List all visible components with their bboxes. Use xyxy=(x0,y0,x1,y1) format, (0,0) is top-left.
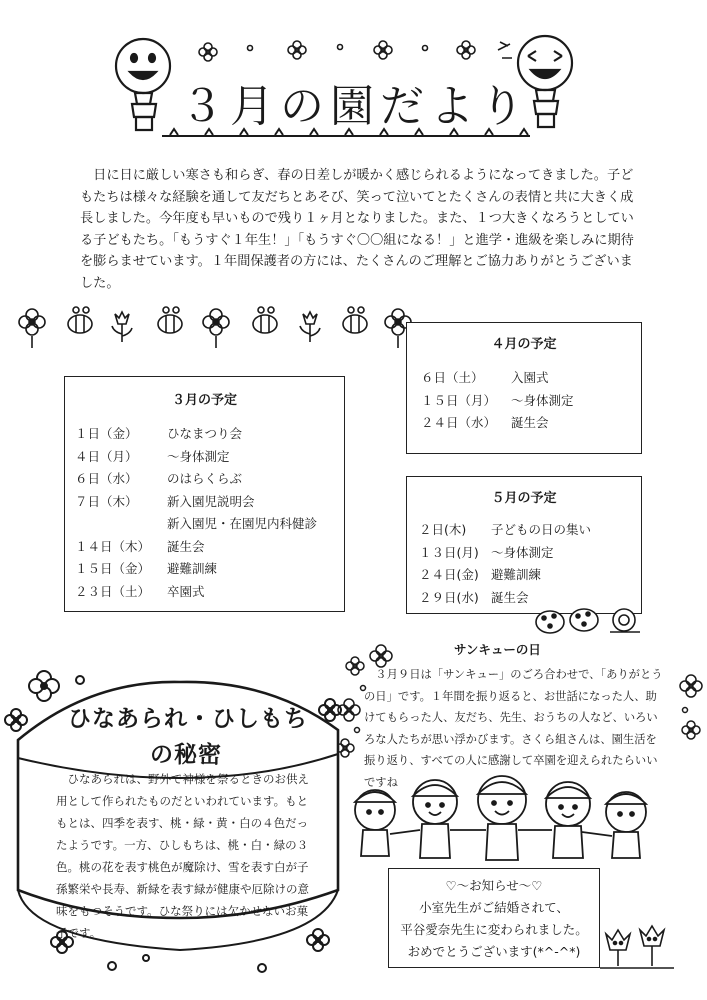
tulip-character-icon xyxy=(640,926,664,966)
list-item: 新入園児・在園児内科健診 xyxy=(167,516,318,531)
may-schedule-title: ５月の予定 xyxy=(491,491,557,506)
may-schedule-list xyxy=(419,519,591,609)
secret-body: ひなあられは、野外で神様を祭るときのお供え用として作られたものだといわれています。もともとは、四季を表す、桃・緑・黄・白の４色だったようです。一方、ひしもちは、桃・白・緑の３色。桃の花を表す桃色が魔除け、雪を表す白が子孫繁栄や長寿、新緑を表す緑が健康や厄除けの意味をもつそうです。ひな祭りには欠かせないお菓子です。 xyxy=(56,772,309,940)
flower-bee-divider xyxy=(0,300,420,350)
flower-icon xyxy=(682,721,700,739)
list-item: １５日（月） ～身体測定 xyxy=(421,392,574,408)
thanks-title: サンキューの日 xyxy=(454,642,541,657)
child-icon xyxy=(413,780,457,858)
list-item: ２日(木) 子どもの日の集い xyxy=(419,522,592,537)
list-item: １日（金） ひなまつり会 xyxy=(75,426,243,441)
flower-row-icon xyxy=(199,41,475,61)
bee-icon xyxy=(158,307,182,333)
march-schedule-list xyxy=(75,423,317,603)
list-item: １５日（金） 避難訓練 xyxy=(75,561,218,576)
notice-title: ♡～お知らせ～♡ xyxy=(445,878,543,893)
notice-line-3: おめでとうございます(*^-^*) xyxy=(407,944,581,959)
child-icon xyxy=(546,782,590,858)
child-icon xyxy=(478,776,526,860)
list-item: １３日(月) ～身体測定 xyxy=(419,544,554,560)
intro-paragraph: 日に日に厳しい寒さも和らぎ、春の日差しが暖かく感じられるようになってきました。子どもたちは様々な経験を通して友だちとあそび、笑って泣いてとたくさんの表情と共に大きく成長しました。今年度も早いもので残り１ヶ月となりました。また、１つ大きくなろうとしている子どもたち。「もうすぐ１年生！」「もうすぐ〇〇組になる！」と進学・進級を楽しみに期待を膨らませています。１年間保護者の方には、たくさんのご理解とご協力ありがとうございました。 xyxy=(80,168,634,291)
flower-icon xyxy=(29,671,59,701)
flower-icon xyxy=(203,309,229,348)
list-item: ４日（月） ～身体測定 xyxy=(75,448,230,464)
intro-section xyxy=(80,165,640,294)
flower-icon xyxy=(680,675,702,697)
secret-title-line-2: の秘密 xyxy=(150,742,222,768)
march-schedule-title: ３月の予定 xyxy=(171,393,237,408)
left-sun-character-icon xyxy=(116,39,170,130)
may-schedule-box xyxy=(406,476,642,614)
list-item: ６日（水） のはらくらぶ xyxy=(75,471,243,486)
tulip-icon xyxy=(112,312,132,342)
ladybug-icon xyxy=(570,609,598,631)
list-item: ２３日（土） 卒園式 xyxy=(75,583,205,599)
tulip-character-icon xyxy=(606,930,630,966)
flower-icon xyxy=(5,709,27,731)
list-item: ６日（土） 入園式 xyxy=(421,370,549,385)
list-item: ２４日（水） 誕生会 xyxy=(421,415,549,430)
april-schedule-list xyxy=(421,367,574,435)
notice-line-2: 平谷愛奈先生に変わられました。 xyxy=(400,922,588,937)
secret-title-line-1: ひなあられ・ひしもち xyxy=(68,706,308,732)
flower-icon xyxy=(19,309,45,348)
list-item: ２４日(金) 避難訓練 xyxy=(419,567,542,582)
child-icon xyxy=(355,790,395,856)
list-item: ２９日(水) 誕生会 xyxy=(419,589,529,605)
page-title: ３月の園だより xyxy=(180,81,530,132)
list-item: １４日（木） 誕生会 xyxy=(75,538,205,554)
notice-line-1: 小室先生がご結婚されて、 xyxy=(419,900,569,915)
march-schedule-box xyxy=(64,376,345,612)
snail-icon xyxy=(610,609,640,632)
flower-icon xyxy=(319,699,341,721)
list-item: ７日（木） 新入園児説明会 xyxy=(75,493,255,509)
thanks-body: ３月９日は「サンキュー」のごろ合わせで、「ありがとうの日」です。１年間を振り返ると、お世話になった人、助けてもらった人、友だち、先生、おうちの人など、いろいろな人たちが思い浮かびます。さくら組さんは、園生活を振り返り、すべての人に感謝して卒園を迎えられたらいいですね xyxy=(364,668,663,789)
bee-icon xyxy=(343,307,367,333)
bee-icon xyxy=(68,307,92,333)
children-holding-hands-illustration xyxy=(340,768,670,868)
tulip-characters-illustration xyxy=(598,912,678,972)
child-icon xyxy=(606,792,646,858)
april-schedule-title: ４月の予定 xyxy=(491,337,557,352)
tulip-icon xyxy=(300,312,320,342)
bee-icon xyxy=(253,307,277,333)
april-schedule-box xyxy=(406,322,642,454)
notice-box xyxy=(388,868,600,968)
